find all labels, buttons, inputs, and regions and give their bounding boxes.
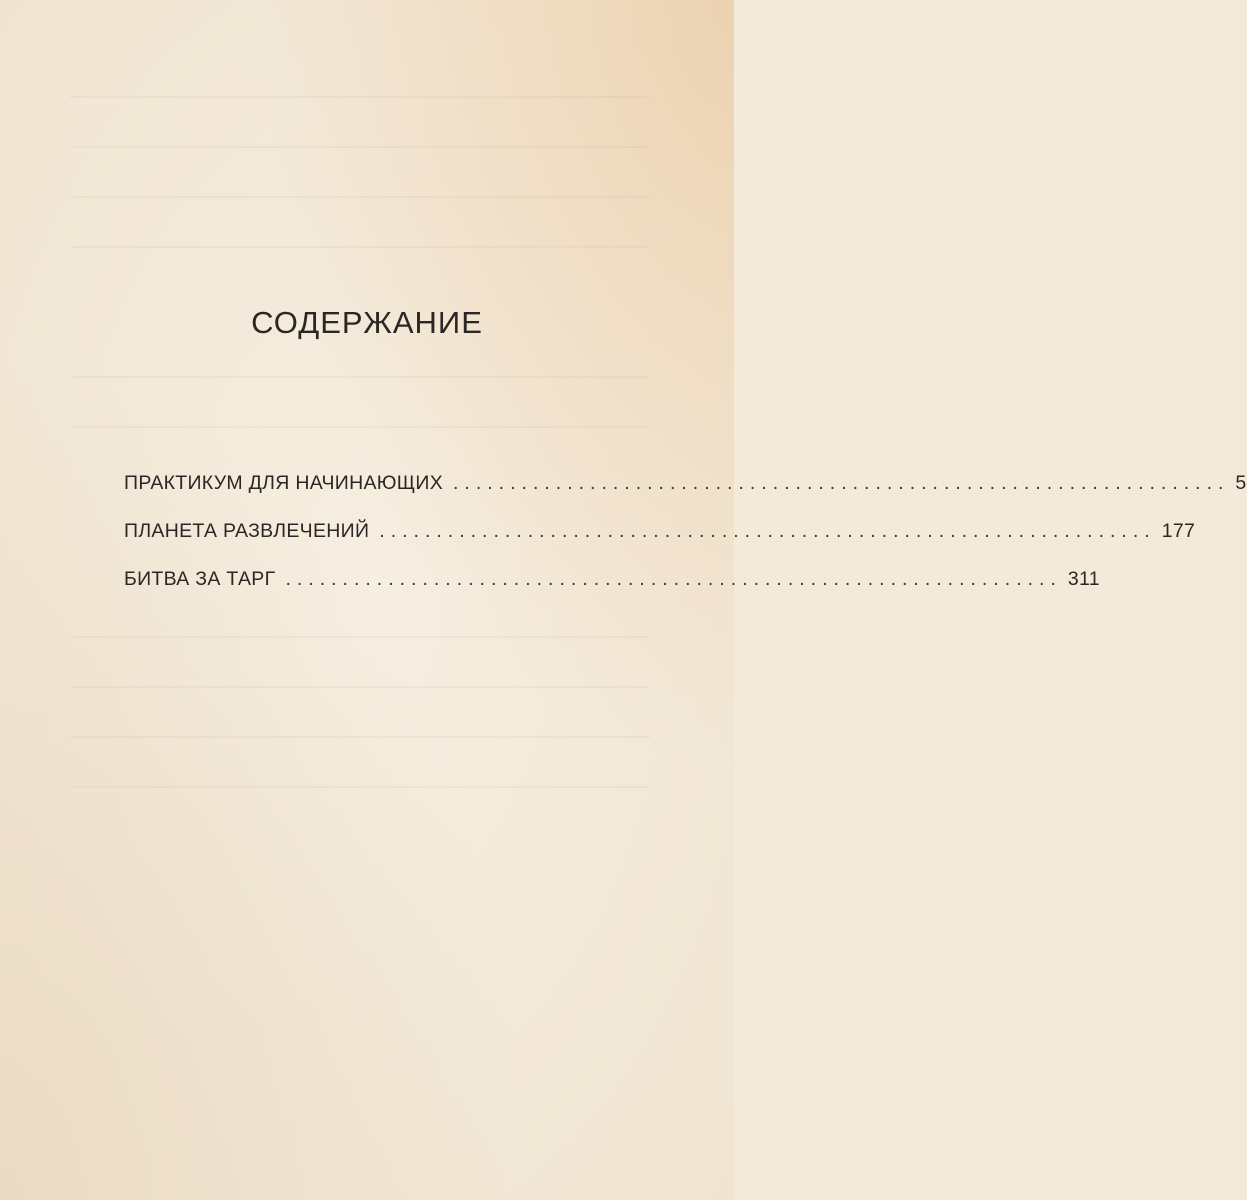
show-through-line bbox=[70, 786, 650, 788]
toc-entry-page: 311 bbox=[1067, 568, 1100, 590]
toc-entry[interactable] bbox=[124, 520, 1196, 568]
dot-leader: .................................................................... bbox=[285, 568, 1062, 590]
show-through-line bbox=[70, 736, 650, 738]
show-through-line bbox=[70, 246, 650, 248]
toc-entry-title: БИТВА ЗА ТАРГ bbox=[124, 568, 276, 590]
show-through-line bbox=[70, 636, 650, 638]
show-through-line bbox=[70, 426, 650, 428]
show-through-line bbox=[70, 196, 650, 198]
show-through-line bbox=[70, 146, 650, 148]
dot-leader: .................................................................... bbox=[379, 520, 1156, 542]
show-through-line bbox=[70, 686, 650, 688]
contents-heading: СОДЕРЖАНИЕ bbox=[251, 305, 483, 340]
table-of-contents bbox=[124, 472, 1247, 616]
show-through-line bbox=[70, 96, 650, 98]
dot-leader: .................................................................... bbox=[453, 472, 1230, 494]
show-through-line bbox=[70, 376, 650, 378]
toc-entry-page: 5 bbox=[1235, 472, 1247, 494]
toc-entry-title: ПРАКТИКУМ ДЛЯ НАЧИНАЮЩИХ bbox=[124, 472, 444, 494]
toc-entry[interactable] bbox=[124, 472, 1247, 520]
toc-entry-title: ПЛАНЕТА РАЗВЛЕЧЕНИЙ bbox=[124, 520, 370, 542]
toc-entry[interactable] bbox=[124, 568, 1100, 616]
toc-entry-page: 177 bbox=[1161, 520, 1196, 542]
